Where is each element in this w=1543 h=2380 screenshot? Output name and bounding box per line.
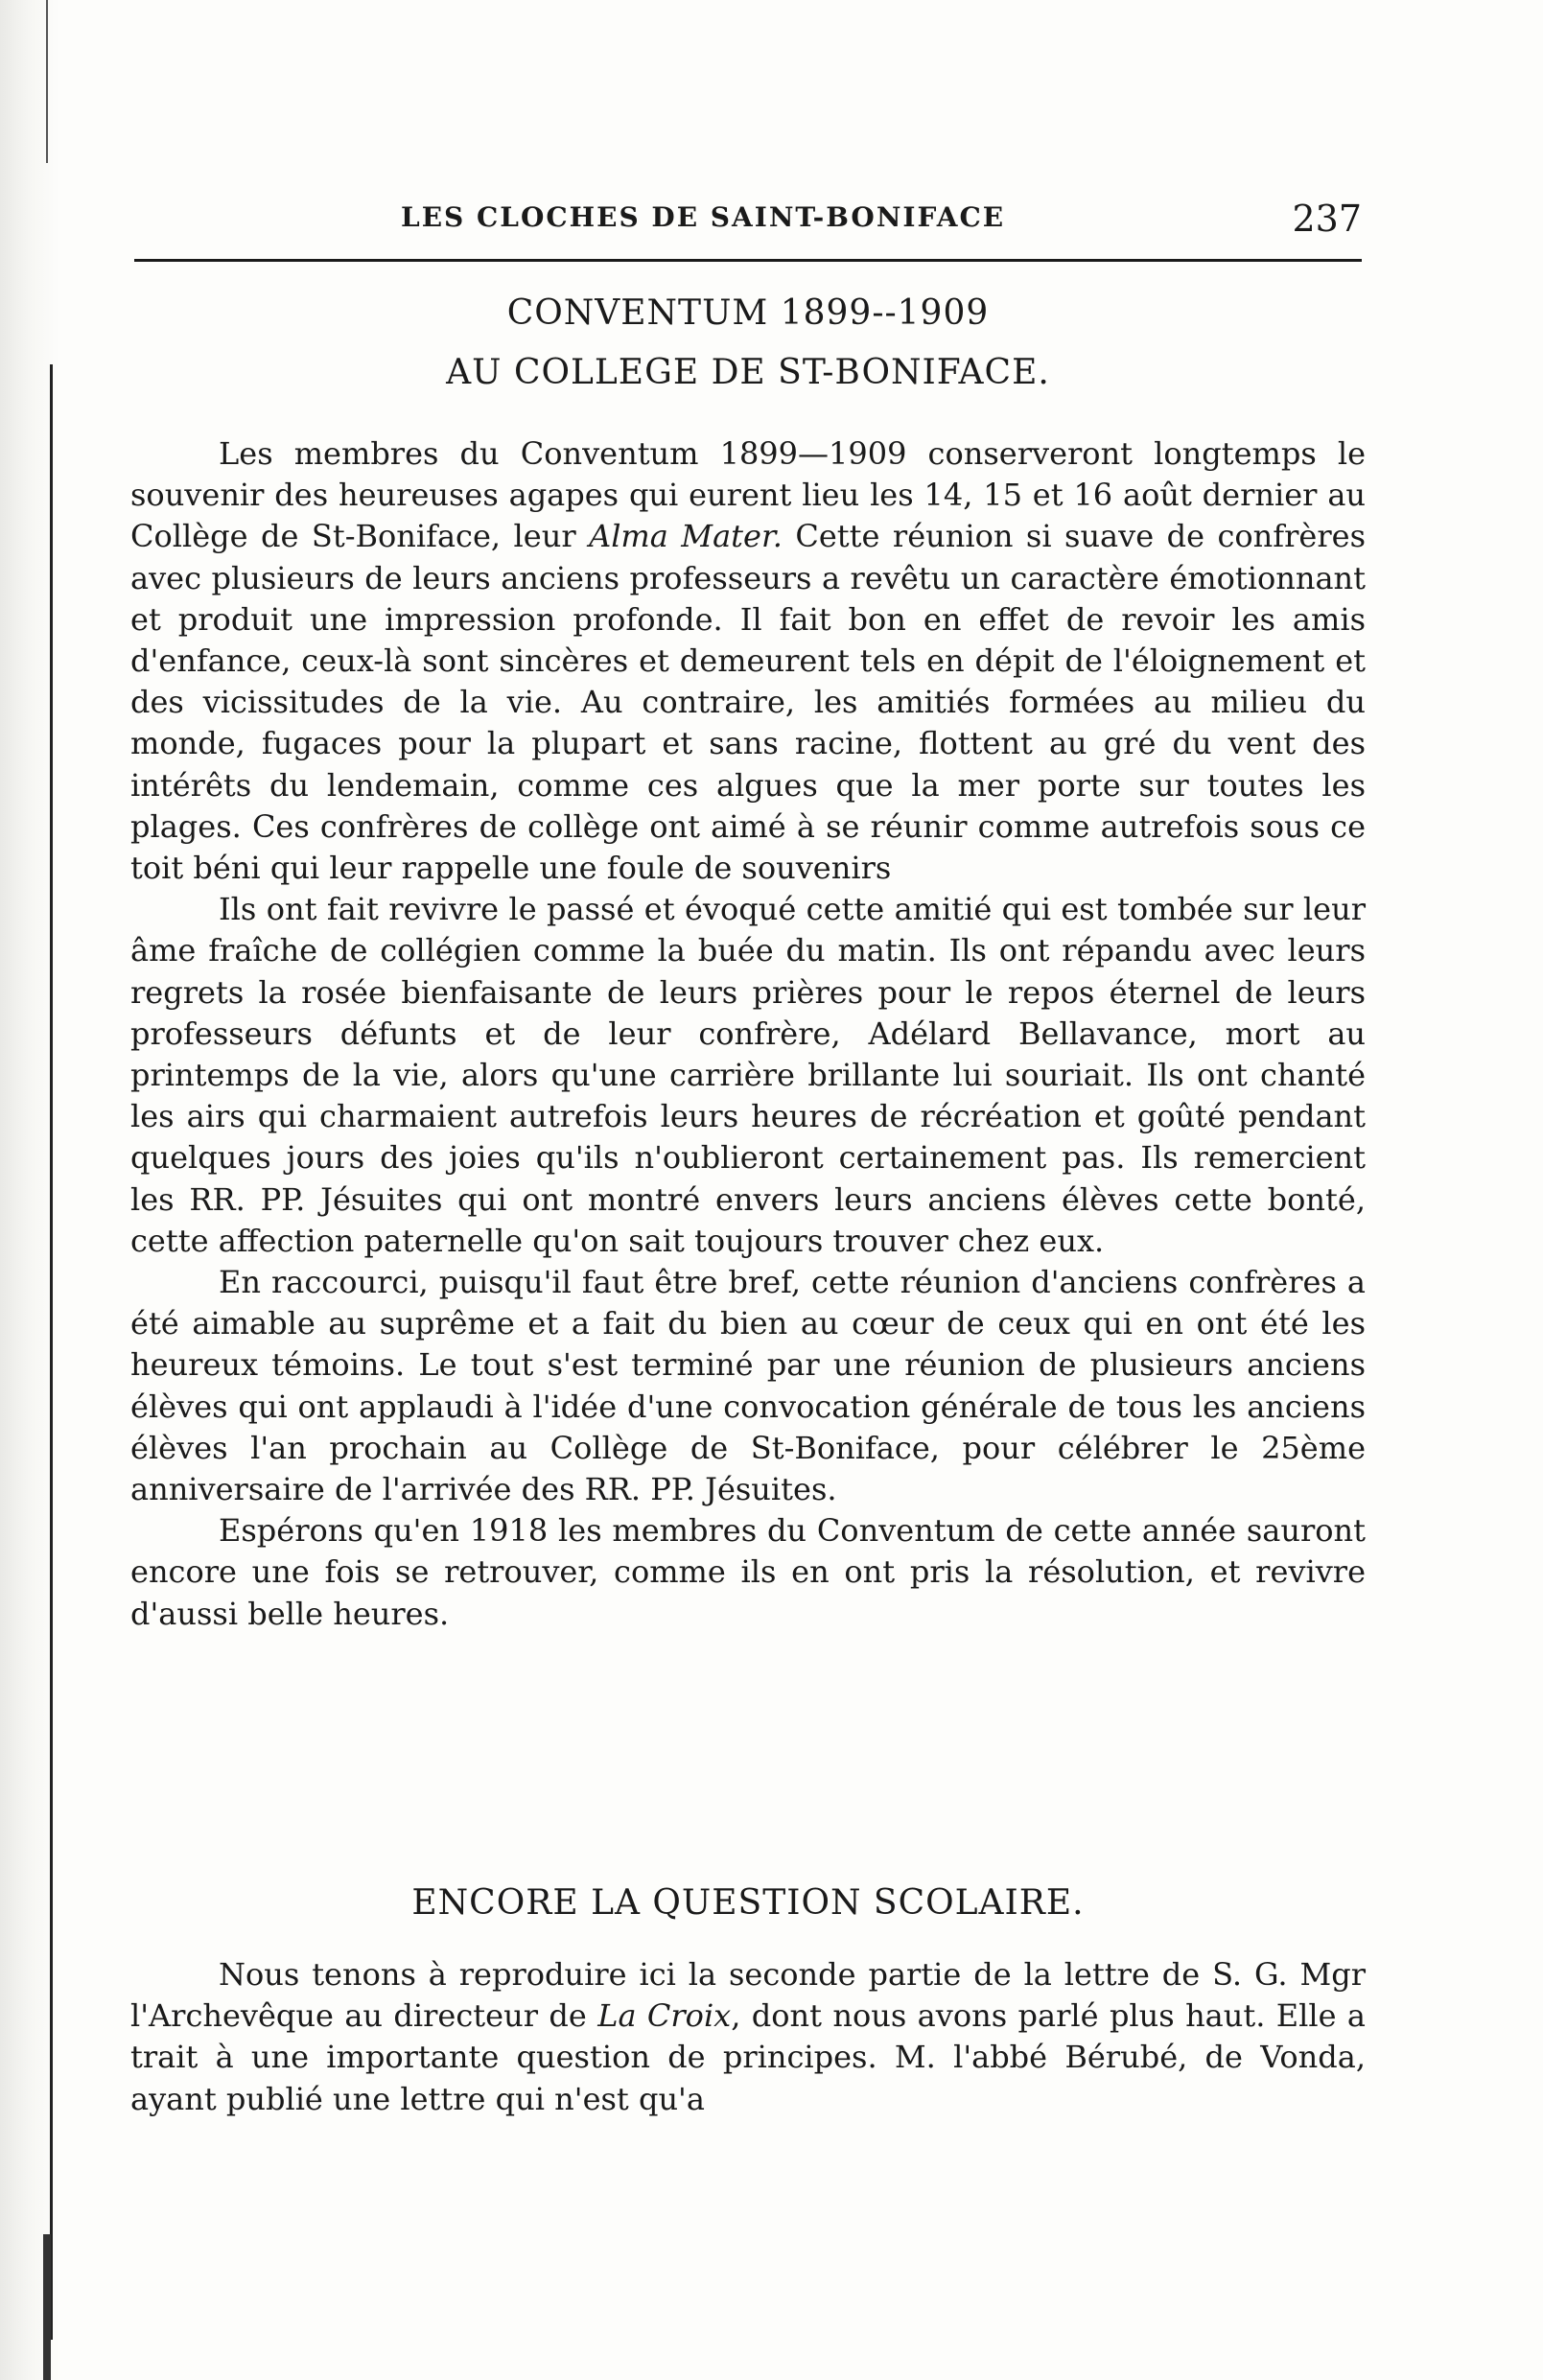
paragraph: Espérons qu'en 1918 les membres du Conventum de cette année sauront encore une fois se retrouver, comme ils en ont pris la résolution, et revivre d'aussi belle heures. <box>130 1512 1366 1632</box>
paragraph-text: Nous tenons à reproduire ici la seconde partie de la lettre de S. G. Mgr l'Archevêque au directeur de <box>130 1956 1366 2035</box>
paragraph <box>130 1954 1366 2120</box>
article-subtitle: AU COLLEGE DE ST-BONIFACE. <box>446 353 1050 392</box>
article-body <box>130 1954 1366 2120</box>
running-head <box>134 198 1362 249</box>
binding-edge-mark <box>46 0 48 163</box>
page-number: 237 <box>1292 198 1362 240</box>
paragraph-text: Les membres du Conventum 1899—1909 conserveront longtemps le souvenir des heureuses agapes qui eurent lieu les 14, 15 et 16 août dernier au Collège de St-Boniface, leur <box>130 435 1366 555</box>
paragraph <box>130 433 1366 889</box>
paragraph: En raccourci, puisqu'il faut être bref, cette réunion d'anciens confrères a été aimable au suprême et a fait du bien au cœur de ceux qui en ont été les heureux témoins. Le tout s'est terminé par une réunion de plusieurs anciens élèves qui ont applaudi à l'idée d'une convocation générale de tous les anciens élèves l'an prochain au Collège de St-Boniface, pour célébrer le 25ème anniversaire de l'arrivée des RR. PP. Jésuites. <box>130 1264 1366 1508</box>
paragraph: Ils ont fait revivre le passé et évoqué cette amitié qui est tombée sur leur âme fraîche de collégien comme la buée du matin. Ils ont répandu avec leurs regrets la rosée bienfaisante de leurs prières pour le repos éternel de leurs professeurs défunts et de leur confrère, Adélard Bellavance, mort au printemps de la vie, alors qu'une carrière brillante lui souriait. Ils ont chanté les airs qui charmaient autrefois leurs heures de récréation et goûté pendant quelques jours des joies qu'ils n'oublieront certainement pas. Ils remercient les RR. PP. Jésuites qui ont montré envers leurs anciens élèves cette bonté, cette affection paternelle qu'on sait toujours trouver chez eux. <box>130 891 1366 1259</box>
binding-edge-mark <box>43 2234 51 2380</box>
article-body <box>130 433 1366 1635</box>
header-rule <box>134 259 1362 262</box>
italic-phrase: Alma Mater. <box>589 518 783 555</box>
italic-phrase: La Croix <box>597 1997 732 2035</box>
running-title: LES CLOCHES DE SAINT-BONIFACE <box>401 201 1006 233</box>
section-heading: ENCORE LA QUESTION SCOLAIRE. <box>411 1883 1085 1923</box>
article-title: CONVENTUM 1899--1909 <box>506 293 990 333</box>
binding-edge-line <box>50 364 53 2340</box>
paragraph-text: Cette réunion si suave de confrères avec plusieurs de leurs anciens professeurs a revêtu un caractère émotionnant et produit une impression profonde. Il fait bon en effet de revoir les amis d'enfance, ceux-là sont sincères et demeurent tels en dépit de l'éloignement et des vicissitudes de la vie. Au contraire, les amitiés formées au milieu du monde, fugaces pour la plupart et sans racine, flottent au gré du vent des intérêts du lendemain, comme ces algues que la mer porte sur toutes les plages. Ces confrères de collège ont aimé à se réunir comme autrefois sous ce toit béni qui leur rappelle une foule de souvenirs <box>130 518 1367 887</box>
paragraph-text: , dont nous avons parlé plus haut. Elle a trait à une importante question de principes. M. l'abbé Bérubé, de Vonda, ayant publié une lettre qui n'est qu'a <box>130 1997 1367 2117</box>
